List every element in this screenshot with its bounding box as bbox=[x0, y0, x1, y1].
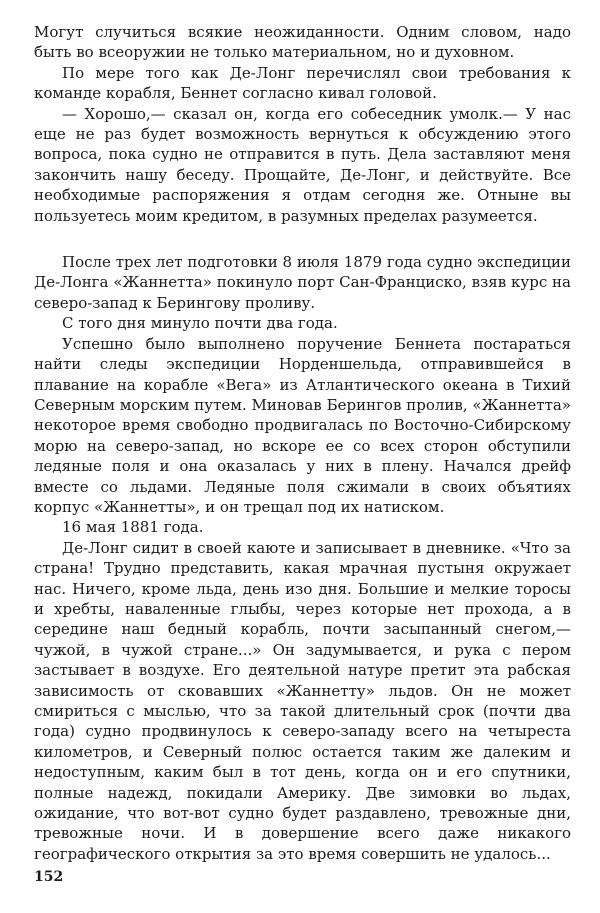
paragraph-2: По мере того как Де-Лонг перечислял свои требования к команде корабля, Беннет согласно кивал головой. bbox=[34, 63, 571, 103]
paragraph-1: Могут случиться всякие неожиданности. Одним словом, надо быть во всеоружии не только материальном, но и духовном. bbox=[34, 23, 571, 62]
paragraph-3: — Хорошо,— сказал он, когда его собеседник умолк.— У нас еще не раз будет возможность вернуться к обсуждению этого вопроса, пока судно не отправится в путь. Дела заставляют меня закончить нашу беседу. Прощайте, Де-Лонг, и действуйте. Все необходимые распоряжения я отдам сегодня же. Отныне вы пользуетесь моим кредитом, в разумных пределах разумеется. bbox=[34, 104, 571, 225]
paragraph-4: После трех лет подготовки 8 июля 1879 года судно экспедиции Де-Лонга «Жаннетта» покинуло порт Сан-Франциско, взяв курс на северо-запад к Берингову проливу. bbox=[34, 253, 571, 312]
page-body bbox=[34, 22, 571, 864]
section-break bbox=[34, 226, 571, 252]
paragraph-7: 16 мая 1881 года. bbox=[62, 518, 204, 537]
paragraph-8: Де-Лонг сидит в своей каюте и записывает в дневнике. «Что за страна! Трудно представить, какая мрачная пустыня окружает нас. Ничего, кроме льда, день изо дня. Большие и мелкие торосы и хребты, наваленные глыбы, через которые нет прохода, а в середине наш бедный корабль, почти засыпанный снегом,— чужой, в чужой стране...» Он задумывается, и рука с пером застывает в воздухе. Его деятельной натуре претит эта рабская зависимость от сковавших «Жаннетту» льдов. Он не может смириться с мыслью, что за такой длительный срок (почти два года) судно продвинулось к северо-западу всего на четыреста километров, и Северный полюс остается таким же далеким и недоступным, каким был в тот день, когда он и его спутники, полные надежд, покидали Америку. Две зимовки во льдах, ожидание, что вот-вот судно будет раздавлено, тревожные дни, тревожные ночи. И в довершение всего даже никакого географического открытия за это время совершить не удалось... bbox=[34, 538, 571, 863]
paragraph-6: Успешно было выполнено поручение Беннета постараться найти следы экспедиции Норденшельда, отправившейся в плавание на корабле «Вега» из Атлантического океана в Тихий Северным морским путем. Миновав Берингов пролив, «Жаннетта» некоторое время свободно продвигалась по Восточно-Сибирскому морю на северо-запад, но вскоре ее со всех сторон обступили ледяные поля и она оказалась у них в плену. Начался дрейф вместе со льдами. Ледяные поля сжимали в своих объятиях корпус «Жаннетты», и он трещал под их натиском. bbox=[34, 334, 571, 516]
page-number: 152 bbox=[34, 869, 64, 885]
paragraph-5: С того дня минуло почти два года. bbox=[62, 314, 338, 333]
